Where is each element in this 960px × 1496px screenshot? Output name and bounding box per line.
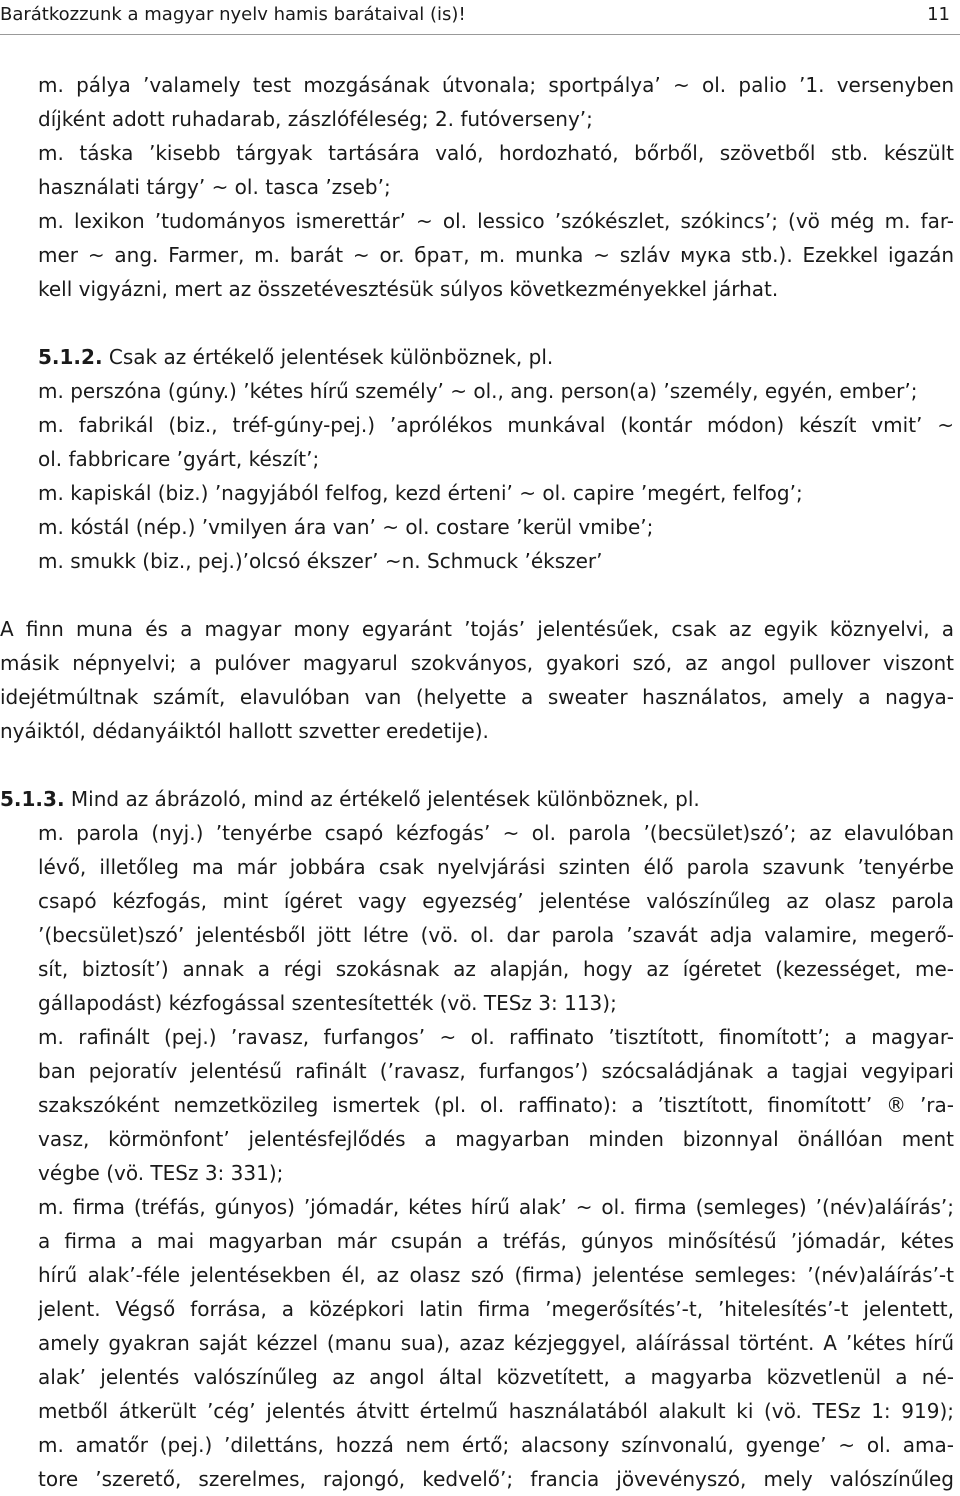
text-line: tore ’szerető, szerelmes, rajongó, kedvelő’; francia jövevényszó, mely valószínűleg	[38, 1467, 954, 1491]
text-line: m. firma (tréfás, gúnyos) ’jómadár, kétes hírű alak’ ~ ol. firma (semleges) ’(név)aláírás’;	[38, 1195, 954, 1219]
text-line: szakszóként nemzetközileg ismertek (pl. ol. raffinato): a ’tisztított, finomított’ ® ’ra-	[38, 1093, 954, 1117]
text-line: használati tárgy’ ~ ol. tasca ’zseb’;	[38, 175, 391, 199]
text-line: m. perszóna (gúny.) ’kétes hírű személy’ ~ ol., ang. person(a) ’személy, egyén, ember’;	[38, 379, 918, 403]
text-line: m. kóstál (nép.) ’vmilyen ára van’ ~ ol. costare ’kerül vmibe’;	[38, 515, 654, 539]
running-header	[0, 0, 960, 30]
spacer	[38, 306, 954, 340]
text-line: ban pejoratív jelentésű rafinált (’ravasz, furfangos’) szócsaládjának a tagjai vegyipari	[38, 1059, 954, 1083]
page-number: 11	[927, 4, 950, 25]
text-line: A finn muna és a magyar mony egyaránt ’tojás’ jelentésűek, csak az egyik köznyelvi, a	[0, 617, 954, 641]
text-line: m. lexikon ’tudományos ismerettár’ ~ ol. lessico ’szókészlet, szókincs’; (vö még m. far-	[38, 209, 954, 233]
section-heading-text: Mind az ábrázoló, mind az értékelő jelentések különböznek, pl.	[70, 787, 700, 811]
header-title: Barátkozzunk a magyar nyelv hamis barátaival (is)!	[0, 4, 466, 25]
text-line: csapó kézfogás, mint ígéret vagy egyezség’ jelentése valószínűleg az olasz parola	[38, 889, 954, 913]
text-line: amely gyakran saját kézzel (manu sua), azaz kézjeggyel, aláírással történt. A ’kétes hírű	[38, 1331, 954, 1355]
text-line: gállapodást) kézfogással szentesítették (vö. TESz 3: 113);	[38, 991, 617, 1015]
text-line: alak’ jelentés valószínűleg az angol által közvetített, a magyarba közvetlenül a né-	[38, 1365, 954, 1389]
header-rule	[0, 34, 960, 35]
page-body	[0, 68, 954, 1496]
text-line: a firma a mai magyarban már csupán a tréfás, gúnyos minősítésű ’jómadár, kétes	[38, 1229, 954, 1253]
text-line: mer ~ ang. Farmer, m. barát ~ or. брат, m. munka ~ szláv мука stb.). Ezekkel igazán	[38, 243, 954, 267]
text-line: m. smukk (biz., pej.)’olcsó ékszer’ ~n. Schmuck ’ékszer’	[38, 549, 603, 573]
text-line: idejétmúltnak számít, elavulóban van (helyette a sweater használatos, amely a nagya-	[0, 685, 954, 709]
text-line: m. táska ’kisebb tárgyak tartására való, hordozható, bőrből, szövetből stb. készült	[38, 141, 954, 165]
text-line: nyáiktól, dédanyáiktól hallott szvetter eredetije).	[0, 719, 489, 743]
section-heading-text: Csak az értékelő jelentések különböznek, pl.	[108, 345, 554, 369]
text-line: vasz, körmönfont’ jelentésfejlődés a magyarban minden bizonnyal önállóan ment	[38, 1127, 954, 1151]
text-line: m. amatőr (pej.) ’dilettáns, hozzá nem értő; alacsony színvonalú, gyenge’ ~ ol. ama-	[38, 1433, 954, 1457]
text-line: m. fabrikál (biz., tréf-gúny-pej.) ’aprólékos munkával (kontár módon) készít vmit’ ~	[38, 413, 954, 437]
spacer	[38, 578, 954, 612]
spacer	[38, 748, 954, 782]
text-line: kell vigyázni, mert az összetévesztésük súlyos következményekkel járhat.	[38, 277, 779, 301]
text-line: ol. fabbricare ’gyárt, készít’;	[38, 447, 320, 471]
text-line: másik népnyelvi; a pulóver magyarul szokványos, gyakori szó, az angol pullover viszont	[0, 651, 954, 675]
section-number: 5.1.2.	[38, 345, 103, 369]
text-line: sít, biztosít’) annak a régi szokásnak az alapján, hogy az ígéretet (kezességet, me-	[38, 957, 954, 981]
text-line: jelent. Végső forrása, a középkori latin firma ’megerősítés’-t, ’hitelesítés’-t jelentett,	[38, 1297, 954, 1321]
text-line: m. pálya ’valamely test mozgásának útvonala; sportpálya’ ~ ol. palio ’1. versenyben	[38, 73, 954, 97]
section-heading-513	[0, 782, 954, 816]
text-line: ’(becsület)szó’ jelentésből jött létre (vö. ol. dar parola ’szavát adja valamire, megerő-	[38, 923, 954, 947]
paragraph-finn	[0, 612, 954, 748]
text-line: hírű alak’-féle jelentésekben él, az olasz szó (firma) jelentése semleges: ’(név)aláírás’-t	[38, 1263, 954, 1287]
text-line: m. kapiskál (biz.) ’nagyjából felfog, kezd érteni’ ~ ol. capire ’megért, felfog’;	[38, 481, 803, 505]
text-line: m. parola (nyj.) ’tenyérbe csapó kézfogás’ ~ ol. parola ’(becsület)szó’; az elavulóban	[38, 821, 954, 845]
text-line: m. rafinált (pej.) ’ravasz, furfangos’ ~ ol. raffinato ’tisztított, finomított’; a magyar-	[38, 1025, 954, 1049]
section-number: 5.1.3.	[0, 787, 65, 811]
text-line: metből átkerült ’cég’ jelentés átvitt értelmű használatából alakult ki (vö. TESz 1: 919);	[38, 1399, 954, 1423]
section-heading-512	[38, 340, 954, 374]
text-line: végbe (vö. TESz 3: 331);	[38, 1161, 284, 1185]
text-line: díjként adott ruhadarab, zászlóféleség; 2. futóverseny’;	[38, 107, 593, 131]
text-line: lévő, illetőleg ma már jobbára csak nyelvjárási szinten élő parola szavunk ’tenyérbe	[38, 855, 954, 879]
